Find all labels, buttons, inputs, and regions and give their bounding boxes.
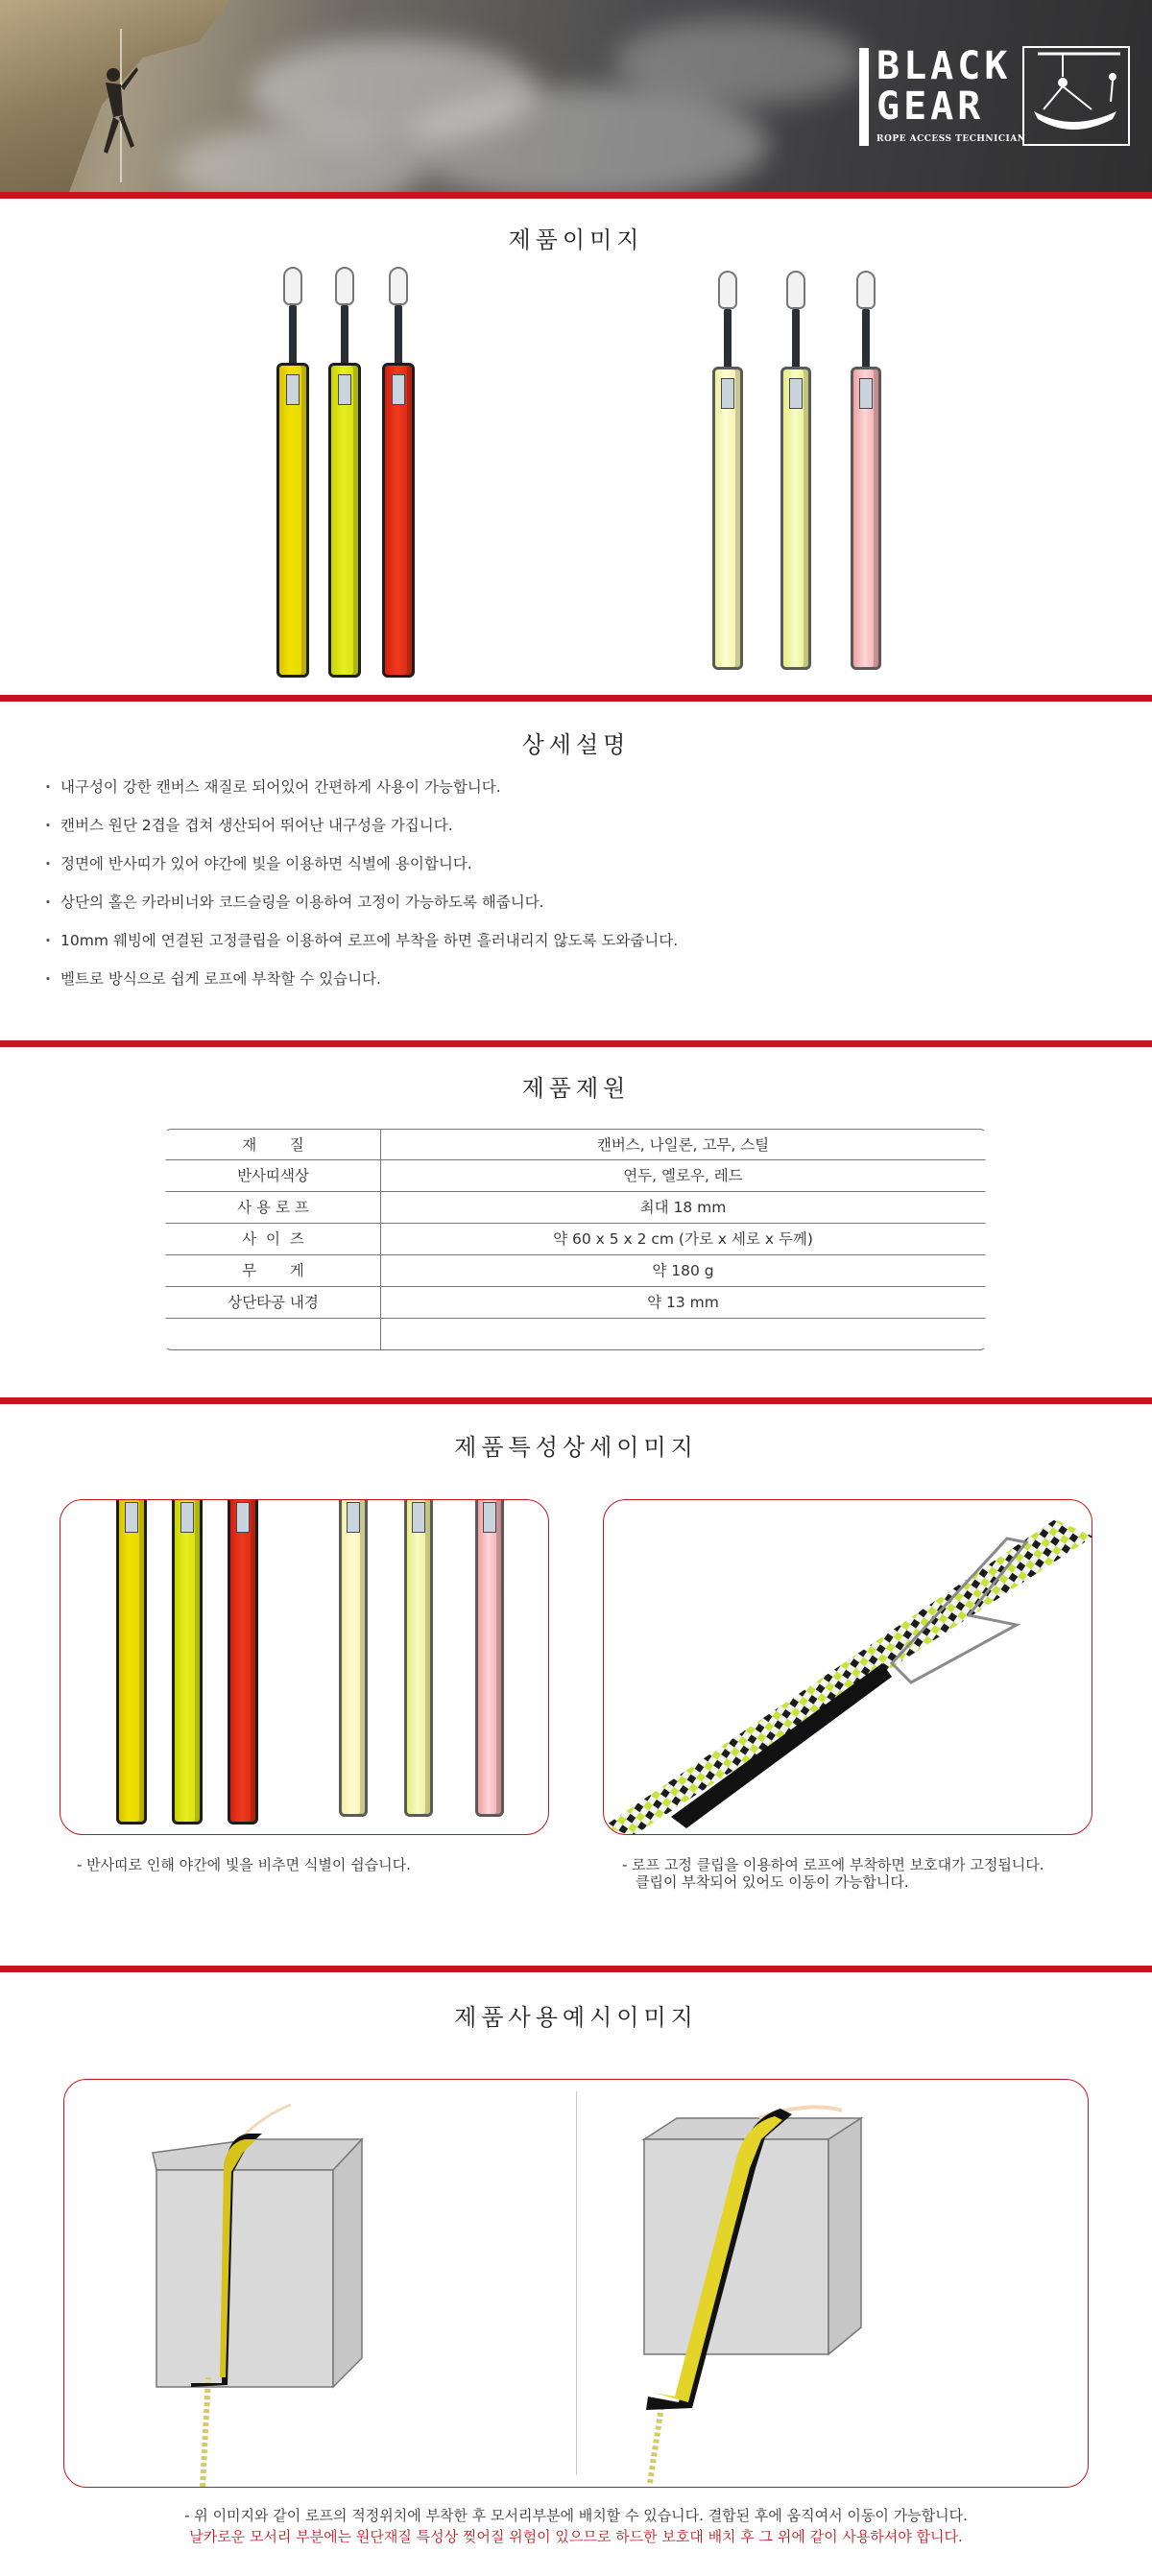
list-item: · 10mm 웨빙에 연결된 고정클립을 이용하여 로프에 부착을 하면 흘러내리지 않도록 도와줍니다. xyxy=(43,931,1099,969)
pad-reflective-yellow xyxy=(712,271,743,670)
spec-label: 반사띠색상 xyxy=(166,1160,381,1191)
divider-rule xyxy=(0,192,1152,199)
spec-value: 연두, 옐로우, 레드 xyxy=(623,1167,743,1184)
usage-illustration-edge xyxy=(64,2080,576,2487)
section-title-usage: 제품사용예시이미지 xyxy=(454,2004,698,2031)
table-row xyxy=(165,1287,986,1319)
caption-clip-1: - 로프 고정 클립을 이용하여 로프에 부착하면 보호대가 고정됩니다. xyxy=(622,1856,1044,1873)
list-item: · 내구성이 강한 캔버스 재질로 되어있어 간편하게 사용이 가능합니다. xyxy=(43,777,1099,816)
logo-tagline: ROPE ACCESS TECHNICIAN xyxy=(876,134,1026,144)
spec-value: 약 60 x 5 x 2 cm (가로 x 세로 x 두께) xyxy=(553,1230,813,1248)
pad-reflective-lime xyxy=(404,1499,433,1817)
spec-label: 무 게 xyxy=(166,1255,381,1286)
list-item: · 정면에 반사띠가 있어 야간에 빛을 이용하면 식별에 용이합니다. xyxy=(43,854,1099,893)
section-title-features: 제품특성상세이미지 xyxy=(454,1434,698,1461)
table-row xyxy=(165,1255,986,1287)
spec-label: 재 질 xyxy=(166,1130,381,1159)
table-row xyxy=(165,1129,986,1160)
usage-note: - 위 이미지와 같이 로프의 적정위치에 부착한 후 모서리부분에 배치할 수 있습니다. 결합된 후에 움직여서 이동이 가능합니다. xyxy=(184,2507,968,2524)
list-item: · 벨트로 방식으로 쉽게 로프에 부착할 수 있습니다. xyxy=(43,969,1099,1008)
spec-label: 사 용 로 프 xyxy=(166,1192,381,1223)
logo-line-2: GEAR xyxy=(876,84,985,129)
table-row xyxy=(165,1319,986,1350)
pad-yellow xyxy=(276,267,309,678)
detail-list xyxy=(43,777,1099,1008)
rope-clip-photo xyxy=(604,1500,1092,1835)
pad-lime xyxy=(172,1499,203,1825)
spec-label: 사 이 즈 xyxy=(166,1224,381,1254)
list-item: · 캔버스 원단 2겹을 겹쳐 생산되어 뛰어난 내구성을 가집니다. xyxy=(43,816,1099,854)
stretcher-icon xyxy=(1024,48,1128,144)
spec-value: 최대 18 mm xyxy=(639,1199,727,1216)
pad-reflective-lime xyxy=(780,271,811,670)
spec-value xyxy=(381,1319,985,1349)
pad-yellow xyxy=(116,1499,147,1825)
table-row xyxy=(165,1160,986,1192)
logo-stretcher-emblem xyxy=(1022,46,1130,146)
pad-reflective-red xyxy=(475,1499,504,1817)
section-title-details: 상세설명 xyxy=(521,731,631,758)
pad-reflective-red xyxy=(851,271,881,670)
logo-line-1: BLACK xyxy=(876,44,1012,88)
list-item: · 상단의 홀은 카라비너와 코드슬링을 이용하여 고정이 가능하도록 해줍니다. xyxy=(43,893,1099,931)
section-title-product-images: 제품이미지 xyxy=(508,227,644,253)
pad-reflective-yellow xyxy=(339,1499,368,1817)
caption-reflective: - 반사띠로 인해 야간에 빛을 비추면 식별이 쉽습니다. xyxy=(77,1856,411,1873)
table-row xyxy=(165,1192,986,1224)
spec-label: 상단타공 내경 xyxy=(166,1287,381,1318)
caption-clip-2: 클립이 부착되어 있어도 이동이 가능합니다. xyxy=(636,1873,909,1891)
usage-frame xyxy=(63,2079,1089,2488)
spec-table xyxy=(165,1129,986,1350)
divider-rule xyxy=(0,1040,1152,1047)
pad-red xyxy=(228,1499,258,1825)
table-row xyxy=(165,1224,986,1255)
usage-warning: 날카로운 모서리 부분에는 원단재질 특성상 찢어질 위험이 있으므로 하드한 보호대 배치 후 그 위에 같이 사용하셔야 합니다. xyxy=(189,2528,963,2545)
climber-silhouette-icon xyxy=(92,29,169,182)
brand-logo xyxy=(859,46,1133,150)
section-title-specs: 제품제원 xyxy=(521,1075,631,1102)
feature-frame-reflective xyxy=(60,1499,549,1835)
feature-frame-clip xyxy=(603,1499,1092,1835)
usage-illustration-box xyxy=(577,2080,1089,2487)
header-banner xyxy=(0,0,1152,192)
divider-rule xyxy=(0,1966,1152,1972)
spec-value: 캔버스, 나일론, 고무, 스틸 xyxy=(596,1136,770,1154)
spec-label xyxy=(166,1319,381,1349)
spec-value: 약 180 g xyxy=(652,1262,714,1279)
divider-rule xyxy=(0,1397,1152,1404)
pad-lime xyxy=(328,267,361,678)
pad-red xyxy=(382,267,415,678)
spec-value: 약 13 mm xyxy=(647,1294,719,1311)
divider-rule xyxy=(0,695,1152,702)
